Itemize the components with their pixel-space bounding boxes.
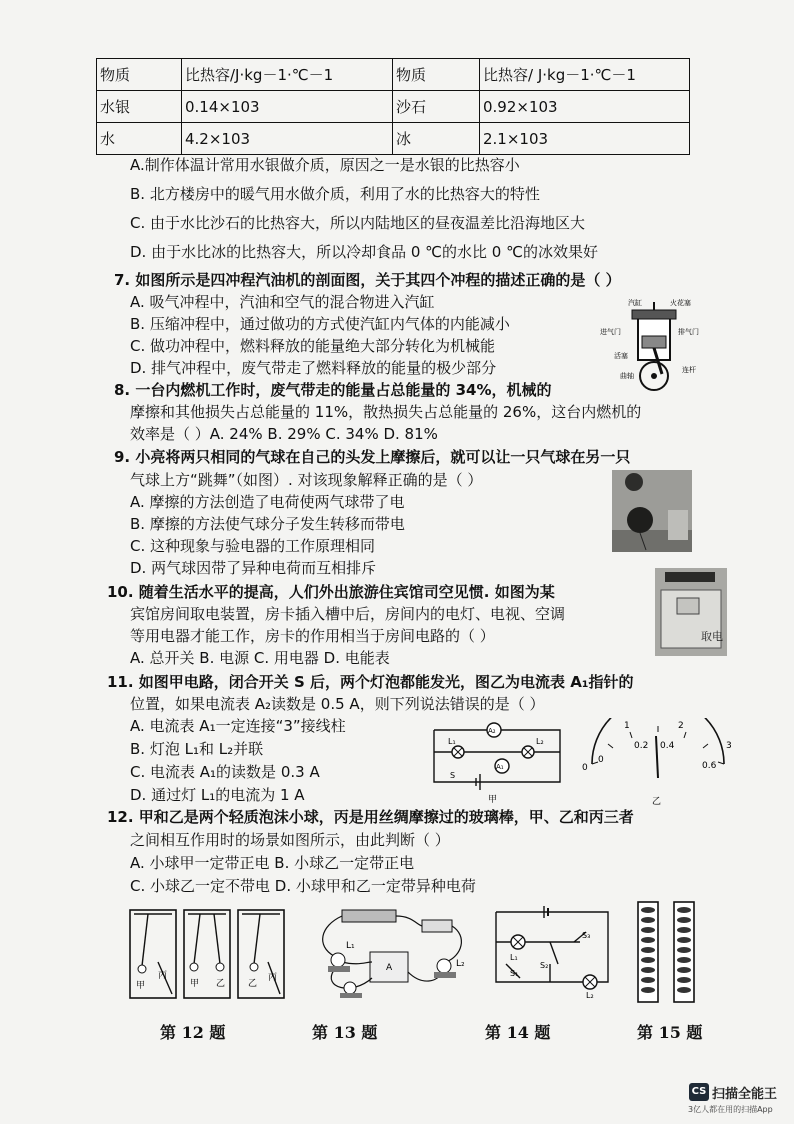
caption-q12: 第 12 题 [160,1023,226,1042]
q11-option-b: B. 灯泡 L₁和 L₂并联 [130,740,264,758]
table-row [97,91,690,123]
q10-line-3: 等用电器才能工作，房卡的作用相当于房间电路的（ ） [130,627,495,645]
magnet-disk [641,957,655,963]
q12-options-cd: C. 小球乙一定不带电 D. 小球甲和乙一定带异种电荷 [130,877,476,895]
magnet-disk [641,917,655,923]
magnet-disk [641,927,655,933]
meter-tick-label: 0 [582,763,588,773]
q10-options: A. 总开关 B. 电源 C. 用电器 D. 电能表 [130,649,390,667]
table-cell: 水银 [97,91,182,123]
q9-option-b: B. 摩擦的方法使气球分子发生转移而带电 [130,515,405,533]
meter-tick-label: 2 [678,721,684,731]
magnet-disk [677,927,691,933]
table-row [97,59,690,91]
magnet-disk [677,907,691,913]
q8-line-1: 8. 一台内燃机工作时，废气带走的能量占总能量的 34%，机械的 [114,381,552,399]
lamp-l2-label: L₂ [456,959,465,969]
caption-q13: 第 13 题 [312,1023,378,1042]
q9-option-a: A. 摩擦的方法创造了电荷使两气球带了电 [130,493,405,511]
lamp-l1-label: L₁ [346,941,355,951]
figure-label: 进气门 [600,328,621,336]
engine-cross-section-figure [598,296,708,396]
q9-line-1: 9. 小亮将两只相同的气球在自己的头发上摩擦后，就可以让一只气球在另一只 [114,448,631,466]
table-cell: 物质 [97,59,182,91]
switch-s2-label: S₂ [540,961,549,970]
table-cell: 比热容/J·kg－1·℃－1 [182,59,393,91]
card-slot-label: 取电 [701,630,723,643]
table-cell: 0.14×103 [182,91,393,123]
q6-option-c: C. 由于水比沙石的比热容大，所以内陆地区的昼夜温差比沿海地区大 [130,214,586,232]
balloon-photo [612,470,692,552]
meter-tick-label: 0.4 [660,741,675,751]
figure-label: 曲轴 [620,372,634,380]
magnet-disk [641,977,655,983]
q9-option-d: D. 两气球因带了异种电荷而互相排斥 [130,559,377,577]
lamp-l2-label: L₂ [536,737,544,746]
ammeter-a1-label: A₁ [496,763,504,771]
meter-tick-label: 0.6 [702,761,717,771]
switch-s-label: S [450,771,456,780]
specific-heat-table [96,58,690,155]
table-cell: 4.2×103 [182,123,393,155]
figure-label: 活塞 [614,352,628,360]
q12-options-ab: A. 小球甲一定带正电 B. 小球乙一定带正电 [130,854,415,872]
scanner-app-slogan: 3亿人都在用的扫描App [688,1105,773,1114]
lamp-l1-label: L₁ [510,953,518,962]
q11-option-d: D. 通过灯 L₁的电流为 1 A [130,786,305,804]
table-cell: 比热容/ J·kg－1·℃－1 [480,59,690,91]
q12-line-1: 12. 甲和乙是两个轻质泡沫小球，丙是用丝绸摩擦过的玻璃棒，甲、乙和丙三者 [107,808,634,826]
q11-line-2: 位置，如果电流表 A₂读数是 0.5 A，则下列说法错误的是（ ） [130,695,545,713]
q6-option-d: D. 由于水比冰的比热容大，所以冷却食品 0 ℃的水比 0 ℃的冰效果好 [130,243,598,261]
q7-option-d: D. 排气冲程中，废气带走了燃料释放的能量的极少部分 [130,359,497,377]
q10-line-2: 宾馆房间取电装置，房卡插入槽中后，房间内的电灯、电视、空调 [130,605,566,623]
q8-line-3: 效率是（ ）A. 24% B. 29% C. 34% D. 81% [130,425,438,443]
q12-line-2: 之间相互作用时的场景如图所示，由此判断（ ） [130,831,450,849]
magnet-disk [677,987,691,993]
table-cell: 冰 [393,123,480,155]
q8-line-2: 摩擦和其他损失占总能量的 11%，散热损失占总能量的 26%，这台内燃机的 [130,403,642,421]
table-cell: 水 [97,123,182,155]
figure-label: 汽缸 [628,299,642,307]
magnet-disk [641,937,655,943]
ammeter-dial-figure [578,718,738,808]
q9-option-c: C. 这种现象与验电器的工作原理相同 [130,537,376,555]
scanner-app-name: 扫描全能王 [712,1087,778,1102]
scanner-logo-icon: CS [689,1083,709,1101]
caption-q15: 第 15 题 [637,1023,703,1042]
ball-label: 甲 [136,981,146,991]
rod-label: 丙 [268,973,278,983]
magnet-disk [677,977,691,983]
q11-line-1: 11. 如图甲电路，闭合开关 S 后，两个灯泡都能发光，图乙为电流表 A₁指针的 [107,673,634,691]
q7-option-c: C. 做功冲程中，燃料释放的能量绝大部分转化为机械能 [130,337,496,355]
q7-option-a: A. 吸气冲程中，汽油和空气的混合物进入汽缸 [130,293,435,311]
ammeter-label: A [386,963,393,973]
magnet-disk [677,957,691,963]
q15-figure [636,900,698,1004]
magnet-disk [641,967,655,973]
q6-option-a: A.制作体温计常用水银做介质，原因之一是水银的比热容小 [130,156,520,174]
q7-option-b: B. 压缩冲程中，通过做功的方式使汽缸内气体的内能减小 [130,315,510,333]
ammeter-a2-label: A₂ [488,727,496,735]
switch-s1-label: S₁ [510,969,519,978]
meter-tick-label: 0 [598,755,604,765]
figure-label: 火花塞 [670,299,691,307]
ball-label: 乙 [248,979,258,989]
table-cell: 沙石 [393,91,480,123]
switch-s3-label: S₃ [582,931,591,940]
q12-figure [128,906,286,1002]
q13-circuit-figure [312,906,470,1002]
lamp-l1-label: L₁ [448,737,456,746]
card-power-switch-photo [655,568,727,656]
figure-label: 排气门 [678,328,699,336]
magnet-disk [677,947,691,953]
q11-circuit-diagram [428,722,566,806]
meter-tick-label: 3 [726,741,732,751]
q14-circuit-figure [490,904,614,1000]
table-cell: 0.92×103 [480,91,690,123]
magnet-disk [641,947,655,953]
q11-option-c: C. 电流表 A₁的读数是 0.3 A [130,763,320,781]
magnet-disk [641,987,655,993]
figure-caption-yi: 乙 [652,797,662,807]
figure-label: 连杆 [682,366,696,374]
meter-tick-label: 1 [624,721,630,731]
caption-q14: 第 14 题 [485,1023,551,1042]
magnet-disk [677,967,691,973]
magnet-disk [677,917,691,923]
lamp-l2-label: L₂ [586,991,594,1000]
table-row [97,123,690,155]
figure-caption-jia: 甲 [488,795,498,805]
magnet-disk [677,937,691,943]
ball-label: 乙 [216,979,226,989]
q9-line-2: 气球上方“跳舞”（如图）. 对该现象解释正确的是（ ） [130,471,483,489]
magnet-disk [641,907,655,913]
ball-label: 甲 [190,979,200,989]
table-cell: 2.1×103 [480,123,690,155]
q6-option-b: B. 北方楼房中的暖气用水做介质，利用了水的比热容大的特性 [130,185,540,203]
meter-tick-label: 0.2 [634,741,649,751]
q11-option-a: A. 电流表 A₁一定连接“3”接线柱 [130,717,346,735]
table-cell: 物质 [393,59,480,91]
q10-line-1: 10. 随着生活水平的提高，人们外出旅游住宾馆司空见惯. 如图为某 [107,583,555,601]
rod-label: 丙 [158,971,168,981]
q7-stem: 7. 如图所示是四冲程汽油机的剖面图，关于其四个冲程的描述正确的是（ ） [114,271,621,289]
